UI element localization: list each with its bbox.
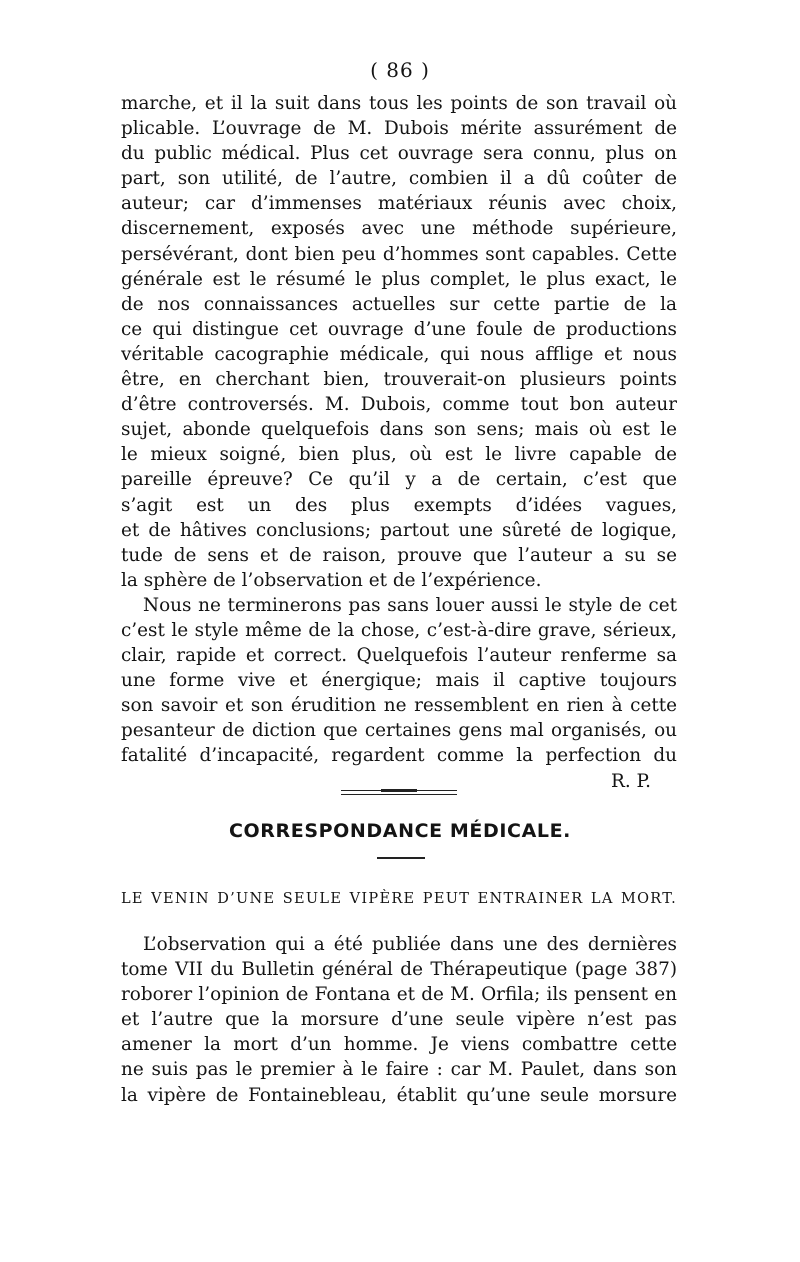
review-conclusion: [121, 91, 677, 794]
section-heading: CORRESPONDANCE MÉDICALE.: [229, 820, 571, 842]
text-line: marche, et il la suit dans tous les points de son travail où: [121, 93, 677, 114]
text-line: fatalité d’incapacité, regardent comme la perfection du: [121, 745, 677, 767]
text-line: véritable cacographie médicale, qui nous afflige et nous: [121, 343, 677, 365]
text-line: amener la mort d’un homme. Je viens combattre cette: [121, 1034, 677, 1056]
text-line: le mieux soigné, bien plus, où est le livre capable de: [121, 444, 677, 466]
page-number: ( 86 ): [370, 58, 430, 82]
text-line: sujet, abonde quelquefois dans son sens; mais où est le: [121, 419, 677, 441]
text-line: pareille épreuve? Ce qu’il y a de certain, c’est que: [121, 469, 677, 491]
text-line: du public médical. Plus cet ouvrage sera connu, plus on: [121, 143, 677, 165]
text-line: une forme vive et énergique; mais il captive toujours: [121, 670, 677, 692]
text-line: et l’autre que la morsure d’une seule vipère n’est pas: [121, 1009, 677, 1031]
text-line: la sphère de l’observation et de l’expérience.: [121, 569, 542, 591]
text-line: Nous ne terminerons pas sans louer aussi le style de cet: [143, 594, 677, 616]
text-line: de nos connaissances actuelles sur cette partie de la: [121, 293, 677, 315]
text-line: générale est le résumé le plus complet, le plus exact, le: [121, 268, 677, 290]
text-line: d’être controversés. M. Dubois, comme tout bon auteur: [121, 394, 677, 416]
text-line: s’agit est un des plus exempts d’idées vagues,: [121, 494, 677, 516]
author-signature: R. P.: [610, 770, 651, 792]
text-line: pesanteur de diction que certaines gens mal organisés, ou: [121, 720, 677, 742]
text-line: tude de sens et de raison, prouve que l’auteur a su se: [121, 544, 677, 566]
review-paragraph: [121, 91, 677, 593]
text-line: ce qui distingue cet ouvrage d’une foule de productions: [121, 318, 677, 340]
text-line: plicable. L’ouvrage de M. Dubois mérite assurément de: [121, 118, 677, 140]
decorative-rule: [341, 790, 457, 795]
text-line: clair, rapide et correct. Quelquefois l’auteur renferme sa: [121, 645, 677, 667]
text-line: c’est le style même de la chose, c’est-à-dire grave, sérieux,: [121, 619, 677, 641]
text-line: être, en cherchant bien, trouverait-on plusieurs points: [121, 369, 677, 391]
text-line: son savoir et son érudition ne ressemblent en rien à cette: [121, 695, 677, 717]
style-paragraph: [121, 593, 677, 769]
text-line: discernement, exposés avec une méthode supérieure,: [121, 218, 677, 240]
text-line: tome VII du Bulletin général de Thérapeutique (page 387): [121, 959, 677, 981]
heading-divider: [377, 857, 425, 859]
text-line: et de hâtives conclusions; partout une sûreté de logique,: [121, 519, 677, 541]
text-line: auteur; car d’immenses matériaux réunis avec choix,: [121, 193, 677, 215]
text-line: roborer l’opinion de Fontana et de M. Orfila; ils pensent en: [121, 984, 677, 1006]
article-title: LE VENIN D’UNE SEULE VIPÈRE PEUT ENTRAINER LA MORT.: [121, 891, 677, 907]
text-line: L’observation qui a été publiée dans une des dernières: [143, 934, 677, 955]
decorative-rule-center: [381, 789, 417, 792]
observation-paragraph: [121, 932, 677, 1108]
text-line: la vipère de Fontainebleau, établit qu’une seule morsure: [121, 1084, 677, 1106]
text-line: part, son utilité, de l’autre, combien il a dû coûter de: [121, 168, 677, 190]
text-line: persévérant, dont bien peu d’hommes sont capables. Cette: [121, 243, 677, 265]
text-line: ne suis pas le premier à le faire : car M. Paulet, dans son: [121, 1059, 677, 1081]
